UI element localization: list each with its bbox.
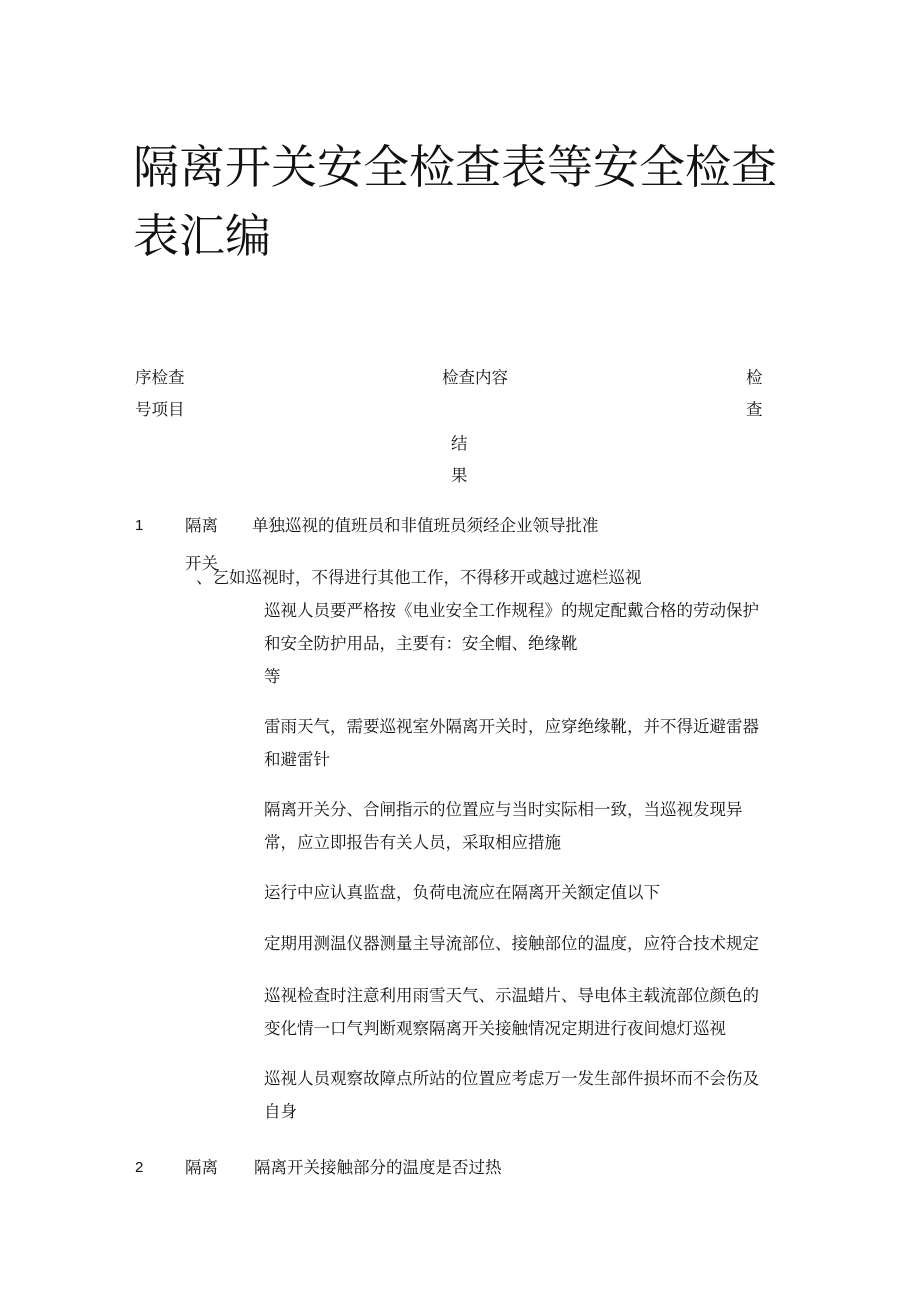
row-content-line: 巡视检查时注意利用雨雪天气、示温蜡片、导电体主载流部位颜色的 xyxy=(264,986,759,1005)
row-item-line-1: 隔离 xyxy=(185,1158,218,1177)
row-content-line: 隔离开关分、合闸指示的位置应与当时实际相一致，当巡视发现异 xyxy=(264,800,743,819)
header-result-col2-a: 结 xyxy=(451,434,468,453)
header-seq-line-2: 号项目 xyxy=(135,400,185,419)
row-content-line: 和避雷针 xyxy=(264,750,330,769)
row-content-line: 自身 xyxy=(264,1102,297,1121)
header-result-col1-b: 查 xyxy=(746,400,763,419)
row-content-line: 隔离开关接触部分的温度是否过热 xyxy=(254,1158,502,1177)
row-content-line: 和安全防护用品，主要有：安全帽、绝缘靴 xyxy=(264,634,578,653)
row-content-line: 单独巡视的值班员和非值班员须经企业领导批准 xyxy=(252,516,599,535)
row-content-line: 巡视人员要严格按《电业安全工作规程》的规定配戴合格的劳动保护 xyxy=(264,601,759,620)
row-item-line-1: 隔离 xyxy=(185,516,218,535)
row-content-line: 运行中应认真监盘，负荷电流应在隔离开关额定值以下 xyxy=(264,883,660,902)
row-number: 2 xyxy=(135,1159,144,1176)
row-content-line: 、乞如巡视时，不得进行其他工作，不得移开或越过遮栏巡视 xyxy=(196,568,642,587)
document-title-line-2: 表汇编 xyxy=(133,209,271,263)
row-content-line: 雷雨天气，需要巡视室外隔离开关时，应穿绝缘靴，并不得近避雷器 xyxy=(264,717,759,736)
row-content-line: 常，应立即报告有关人员，采取相应措施 xyxy=(264,833,561,852)
document-title-line-1: 隔离开关安全检查表等安全检查 xyxy=(133,140,777,194)
row-number: 1 xyxy=(135,517,144,534)
header-result-col2-b: 果 xyxy=(451,466,468,485)
row-item-line-2: 开关 xyxy=(185,554,218,573)
row-content-line: 巡视人员观察故障点所站的位置应考虑万一发生部件损坏而不会伤及 xyxy=(264,1069,759,1088)
header-result-col1-a: 检 xyxy=(746,368,763,387)
row-content-line: 变化情一口气判断观察隔离开关接触情况定期进行夜间熄灯巡视 xyxy=(264,1019,726,1038)
row-content-line: 等 xyxy=(264,667,281,686)
header-seq-line-1: 序检查 xyxy=(135,368,185,387)
header-content: 检查内容 xyxy=(442,368,508,387)
row-content-line: 定期用测温仪器测量主导流部位、接触部位的温度，应符合技术规定 xyxy=(264,934,759,953)
